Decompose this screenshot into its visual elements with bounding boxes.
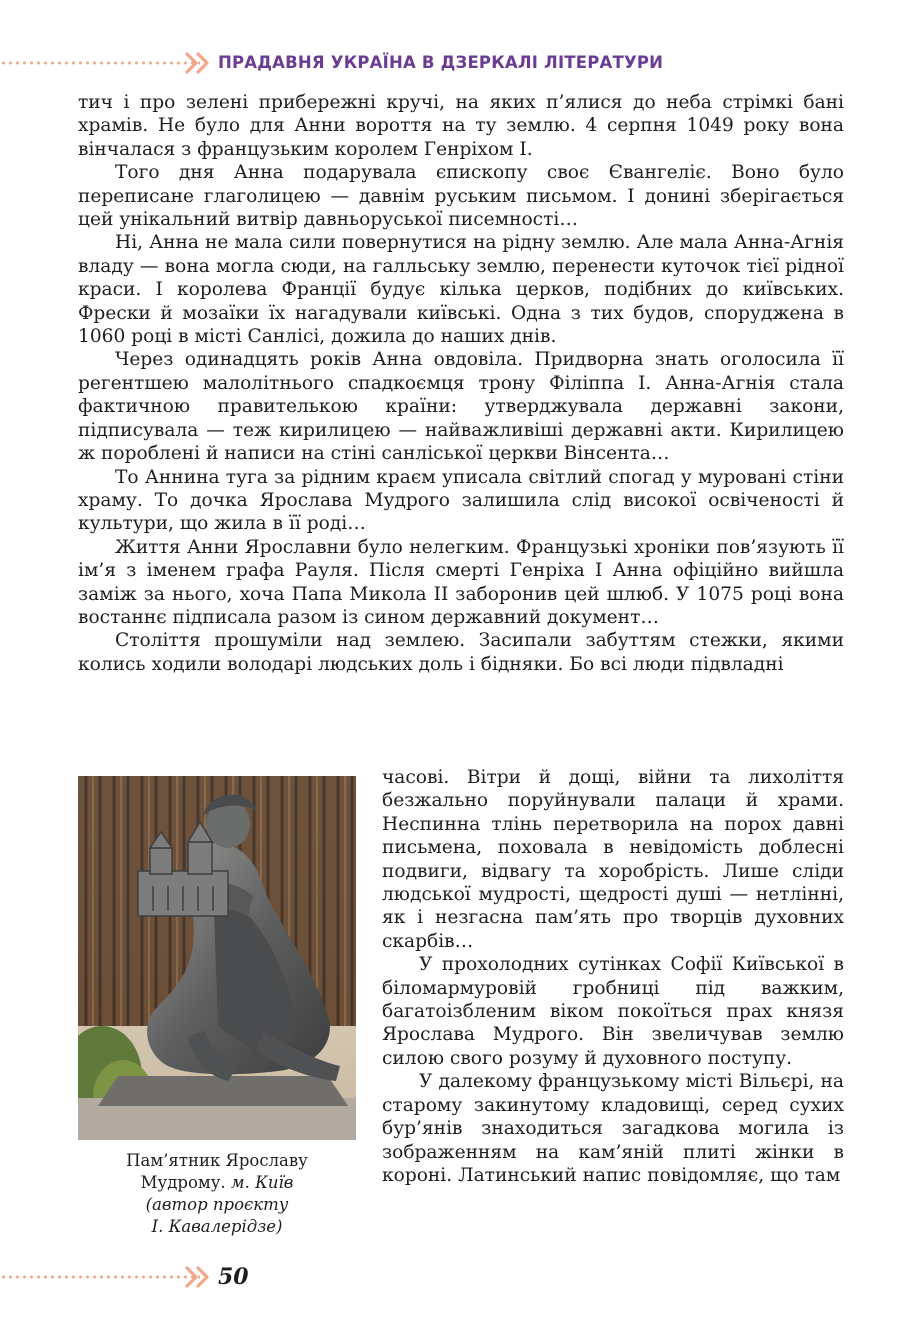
double-chevron-right-icon	[184, 50, 214, 76]
paragraph: Через одинадцять років Анна овдовіла. Придворна знать оголосила її регентшею малолітнього спадкоємця трону Філіппа І. Анна-Агнія стала фактичною правителькою країни: утверджувала державні закони, підписувала — теж кирилицею — найважливіші державні акти. Кирилицею ж пороблені й написи на стіні санліської церкви Вінсента…	[78, 349, 844, 465]
caption-line	[78, 1172, 356, 1194]
caption-line	[78, 1194, 356, 1216]
dotted-rule	[0, 1275, 200, 1279]
caption-line: Пам’ятник Ярославу	[126, 1151, 308, 1170]
photo-caption	[78, 1150, 356, 1238]
caption-location: м. Київ	[230, 1173, 294, 1192]
caption-author: І. Кавалерідзе)	[151, 1217, 283, 1236]
main-text-top	[78, 91, 844, 676]
caption-text: Мудрому.	[140, 1173, 231, 1192]
paragraph: То Аннина туга за рідним краєм уписала світлий спогад у муровані стіни храму. То дочка Ярослава Мудрого залишила слід високої освіченості й культури, що жила в її роді…	[78, 466, 844, 535]
paragraph: Життя Анни Ярославни було нелегким. Французькі хроніки пов’язують її ім’я з іменем графа Рауля. Після смерті Генріха І Анна офіційно вийшла заміж за нього, хоча Папа Микола ІІ заборонив цей шлюб. У 1075 році вона востаннє підписала разом із сином державний документ…	[78, 536, 844, 628]
paragraph: У прохолодних сутінках Софії Київської в біломармуровій гробниці під важким, багатоізбленим віком покоїться прах князя Ярослава Мудрого. Він звеличував землю силою свого розуму й духовного поступу.	[382, 954, 844, 1069]
section-title: ПРАДАВНЯ УКРАЇНА В ДЗЕРКАЛІ ЛІТЕРАТУРИ	[218, 53, 664, 72]
page-footer	[0, 1262, 918, 1292]
double-chevron-right-icon	[184, 1264, 214, 1290]
paragraph: часові. Вітри й дощі, війни та лихоліття безжально поруйнували палаци й храми. Неспинна тлінь перетворила на порох давні письмена, поховала в невідомість доблесні подвиги, відвагу та хоробрість. Лише сліди людської мудрості, щедрості душі — нетлінні, як і незгасна пам’ять про творців духовних скарбів…	[382, 767, 844, 952]
main-text-bottom	[382, 766, 844, 1187]
paragraph: Ні, Анна не мала сили повернутися на рідну землю. Але мала Анна-Агнія владу — вона могла сюди, на галльську землю, перенести куточок тієї рідної краси. І королева Франції будує кілька церков, подібних до київських. Фрески й мозаїки їх нагадували київські. Одна з тих будов, споруджена в 1060 році в місті Санлісі, дожила до наших днів.	[78, 232, 844, 348]
page-header	[0, 48, 918, 78]
monument-photo	[78, 776, 356, 1140]
paragraph: Століття прошуміли над землею. Засипали забуттям стежки, якими колись ходили володарі людських доль і бідняки. Бо всі люди підвладні	[78, 630, 844, 675]
paragraph: тич і про зелені прибережні кручі, на яких п’ялися до неба стрімкі бані храмів. Не було для Анни вороття на ту землю. 4 серпня 1049 року вона вінчалася з французьким королем Генріхом І.	[78, 92, 844, 160]
caption-line	[78, 1216, 356, 1238]
paragraph: Того дня Анна подарувала єпископу своє Євангеліє. Воно було переписане глаголицею — давнім руським письмом. І донині зберігається цей унікальний витвір давньоруської писемності…	[78, 162, 844, 231]
dotted-rule	[0, 61, 200, 65]
caption-author-label: (автор проєкту	[145, 1195, 289, 1214]
paragraph: У далекому французькому місті Вільєрі, на старому закинутому кладовищі, серед сухих бур’янів знаходиться загадкова могила із зображенням на кам’яній плиті жінки в короні. Латинський напис повідомляє, що там	[382, 1071, 844, 1186]
page-number: 50	[218, 1264, 249, 1290]
